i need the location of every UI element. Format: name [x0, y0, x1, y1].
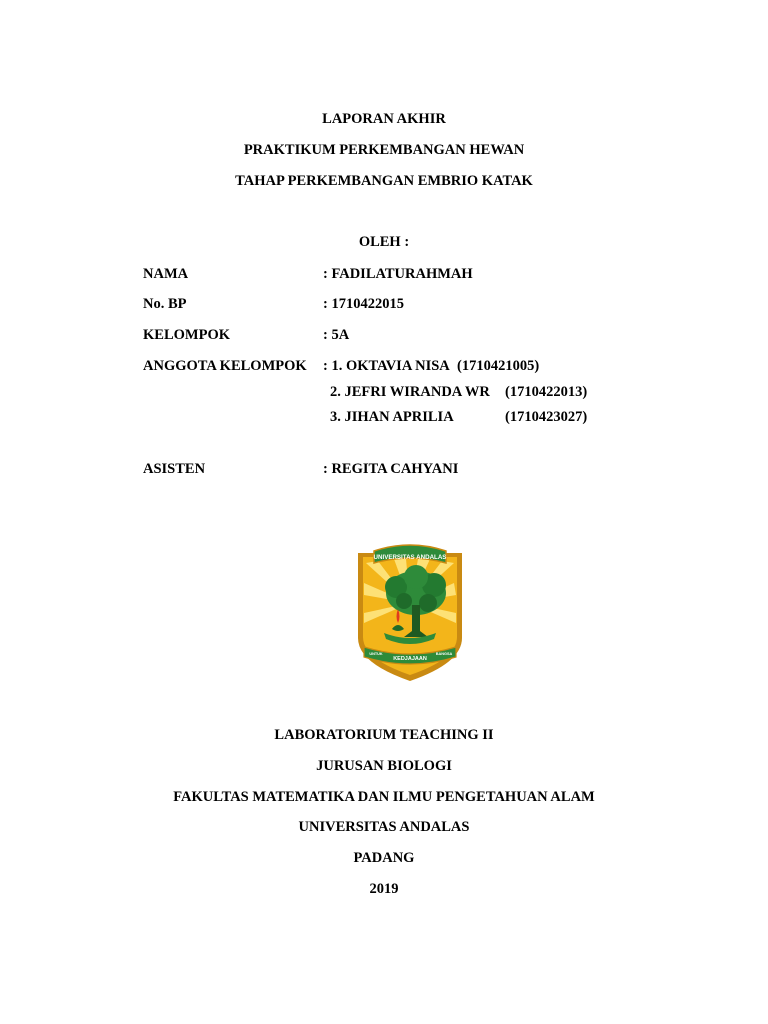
name-label: NAMA [143, 266, 189, 282]
member-1-id: (1710421005) [457, 358, 540, 374]
member-3-id: (1710423027) [505, 409, 588, 425]
svg-text:KEDJAJAAN: KEDJAJAAN [393, 656, 427, 662]
group-label: KELOMPOK [143, 327, 230, 343]
bp-label: No. BP [143, 296, 187, 312]
svg-text:UNIVERSITAS ANDALAS: UNIVERSITAS ANDALAS [373, 554, 447, 561]
university-name: UNIVERSITAS ANDALAS [298, 819, 470, 835]
bp-value: : 1710422015 [323, 296, 404, 312]
svg-text:BANGSA: BANGSA [435, 652, 453, 656]
member-1-name: : 1. OKTAVIA NISA [323, 358, 450, 374]
member-3-name: 3. JIHAN APRILIA [330, 409, 454, 425]
assistant-label: ASISTEN [143, 461, 206, 477]
svg-text:UNTUK: UNTUK [369, 652, 383, 656]
topic-title: TAHAP PERKEMBANGAN EMBRIO KATAK [235, 173, 533, 189]
department-name: JURUSAN BIOLOGI [316, 758, 452, 774]
city-name: PADANG [353, 850, 415, 866]
member-2-name: 2. JEFRI WIRANDA WR [330, 384, 490, 400]
report-year: 2019 [369, 881, 399, 897]
university-logo [354, 543, 466, 683]
lab-name: LABORATORIUM TEACHING II [274, 727, 494, 743]
faculty-name: FAKULTAS MATEMATIKA DAN ILMU PENGETAHUAN ALAM [173, 789, 595, 805]
members-label: ANGGOTA KELOMPOK [143, 358, 307, 374]
group-value: : 5A [323, 327, 350, 343]
course-title: PRAKTIKUM PERKEMBANGAN HEWAN [243, 142, 525, 158]
author-heading: OLEH : [358, 234, 410, 250]
name-value: : FADILATURAHMAH [323, 266, 473, 282]
report-title: LAPORAN AKHIR [322, 111, 446, 127]
assistant-value: : REGITA CAHYANI [323, 461, 459, 477]
member-2-id: (1710422013) [505, 384, 588, 400]
